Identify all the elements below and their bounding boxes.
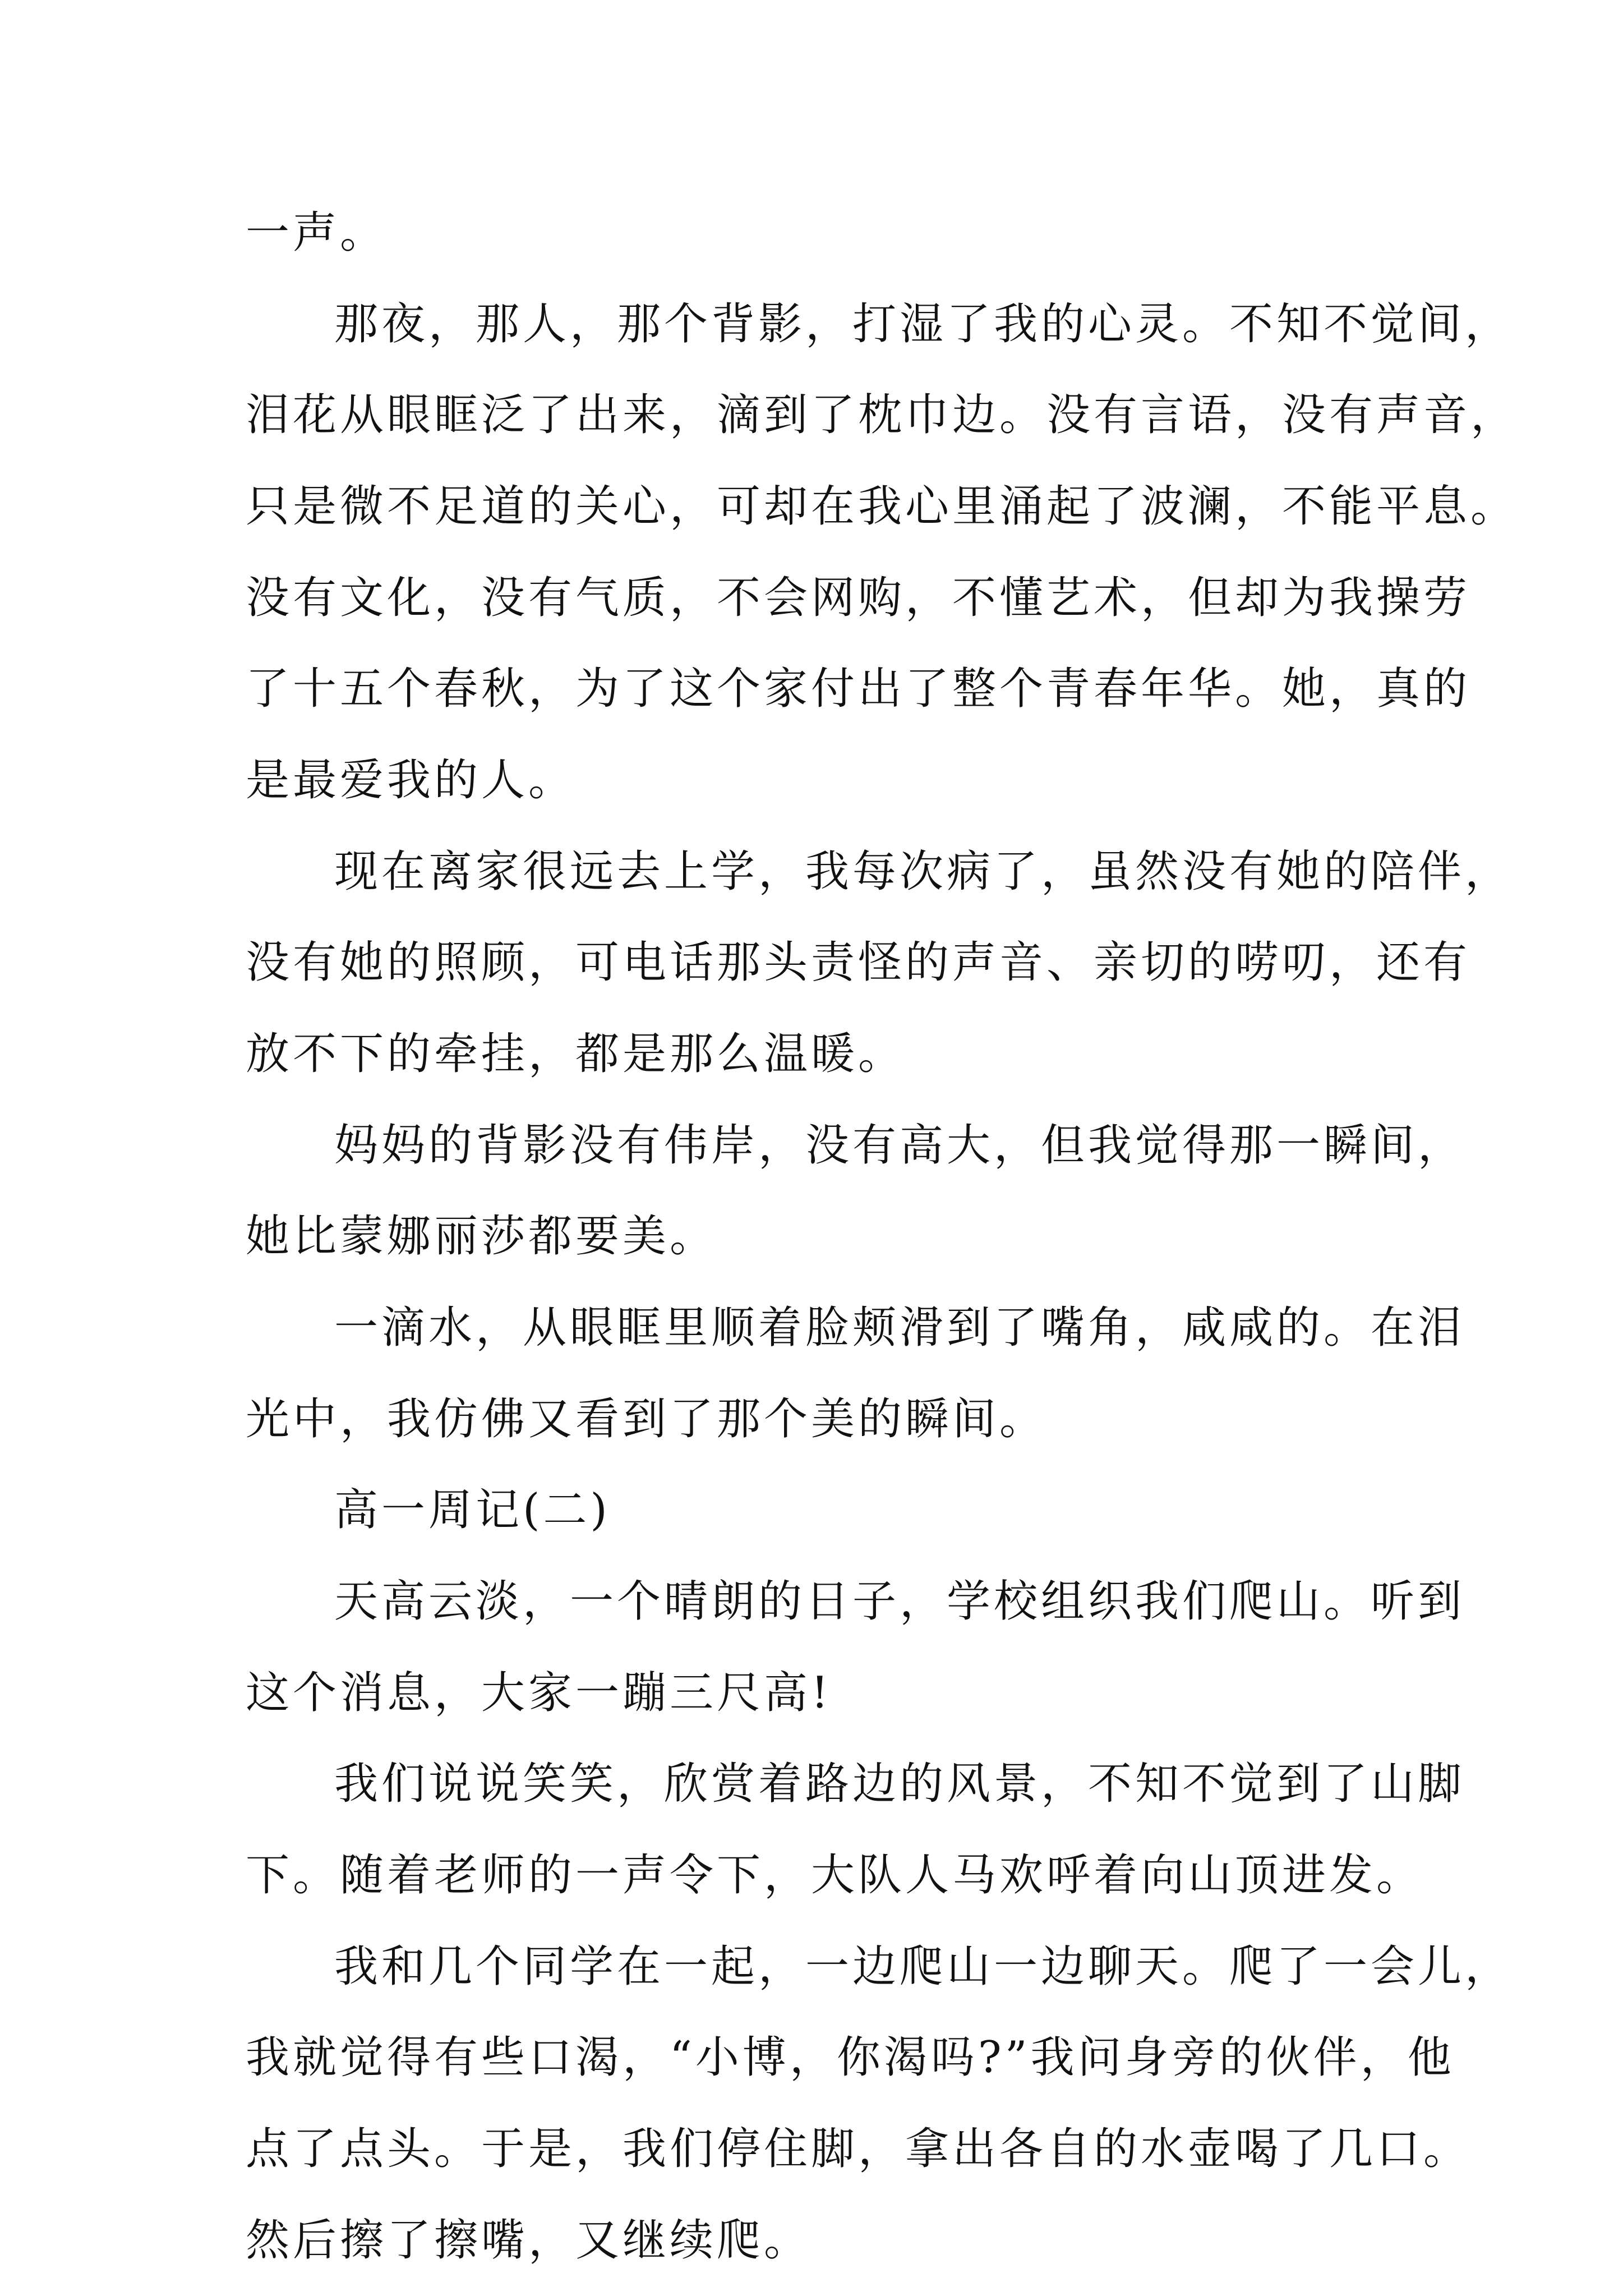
paragraph-first-line: 那夜，那人，那个背影，打湿了我的心灵。不知不觉间，	[334, 299, 1513, 349]
text-line: 了十五个春秋，为了这个家付出了整个青春年华。她，真的	[246, 664, 1471, 714]
paragraph-first-line: 现在离家很远去上学，我每次病了，虽然没有她的陪伴，	[334, 846, 1513, 897]
paragraph-first-line: 天高云淡，一个晴朗的日子，学校组织我们爬山。听到	[334, 1576, 1465, 1627]
paragraph-first-line: 我们说说笑笑，欣赏着路边的风景，不知不觉到了山脚	[334, 1759, 1465, 1809]
text-line: 没有她的照顾，可电话那头责怪的声音、亲切的唠叨，还有	[246, 937, 1471, 988]
text-line: 是最爱我的人。	[246, 755, 576, 806]
text-line: 光中，我仿佛又看到了那个美的瞬间。	[246, 1394, 1047, 1444]
text-line: 下。随着老师的一声令下，大队人马欢呼着向山顶进发。	[246, 1850, 1424, 1901]
text-line: 泪花从眼眶泛了出来，滴到了枕巾边。没有言语，没有声音，	[246, 390, 1518, 440]
paragraph-first-line: 我和几个同学在一起，一边爬山一边聊天。爬了一会儿，	[334, 1941, 1513, 1992]
text-line: 只是微不足道的关心，可却在我心里涌起了波澜，不能平息。	[246, 481, 1518, 532]
paragraph-first-line: 一滴水，从眼眶里顺着脸颊滑到了嘴角，咸咸的。在泪	[334, 1303, 1465, 1353]
text-line: 没有文化，没有气质，不会网购，不懂艺术，但却为我操劳	[246, 573, 1471, 623]
text-line: 点了点头。于是，我们停住脚，拿出各自的水壶喝了几口。	[246, 2124, 1471, 2174]
section-heading: 高一周记(二)	[334, 1485, 611, 1535]
text-line: 放不下的牵挂，都是那么温暖。	[246, 1029, 906, 1079]
text-line: 她比蒙娜丽莎都要美。	[246, 1211, 717, 1262]
paragraph-first-line: 妈妈的背影没有伟岸，没有高大，但我觉得那一瞬间，	[334, 1120, 1465, 1171]
text-line: 一声。	[246, 208, 388, 258]
text-line: 然后擦了擦嘴，又继续爬。	[246, 2215, 811, 2266]
text-line: 我就觉得有些口渴，“小博，你渴吗?”我问身旁的伙伴，他	[246, 2032, 1455, 2083]
text-line: 这个消息，大家一蹦三尺高!	[246, 1668, 832, 1718]
